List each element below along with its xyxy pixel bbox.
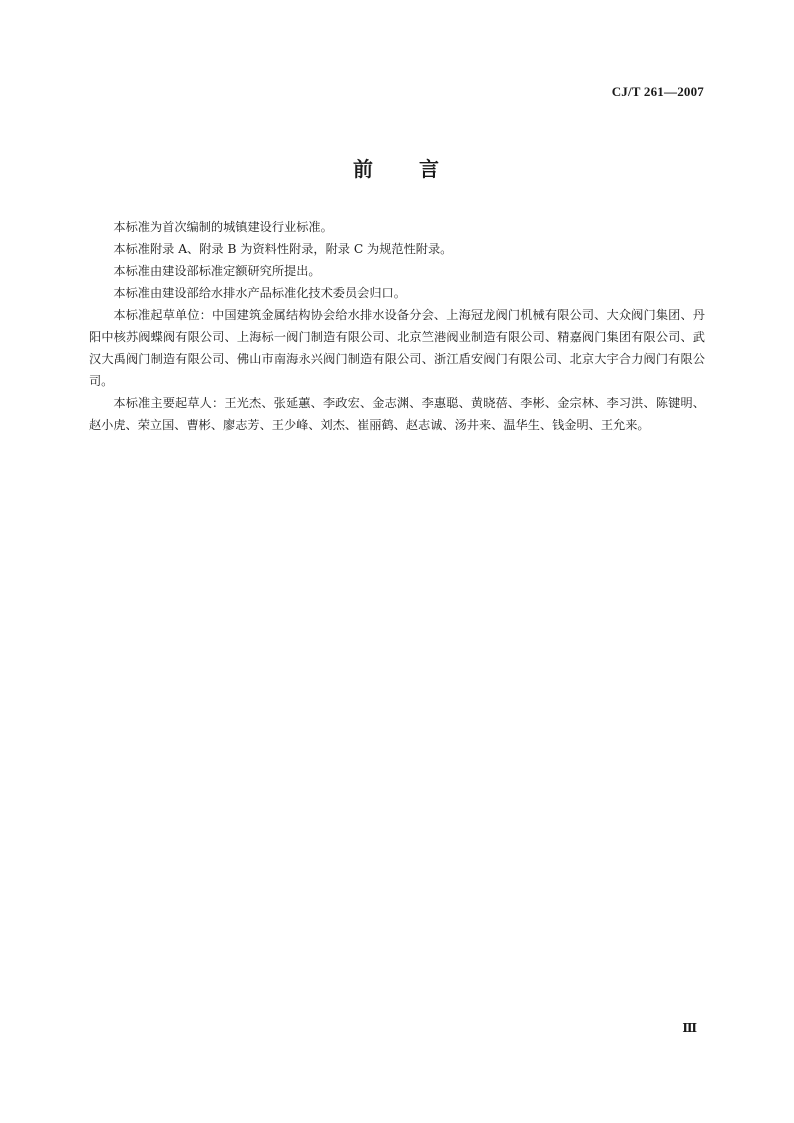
- paragraph-2: 本标准附录 A、附录 B 为资料性附录，附录 C 为规范性附录。: [113, 242, 453, 256]
- page-title: [0, 153, 794, 182]
- document-code: CJ/T 261—2007: [611, 84, 704, 99]
- paragraph-drafters: 本标准主要起草人：王光杰、张延蕙、李政宏、金志渊、李惠聪、黄晓蓓、李彬、金宗林、李习洪、陈键明、赵小虎、荣立国、曹彬、廖志芳、王少峰、刘杰、崔丽鹤、赵志诚、汤井来、温华生、钱金明、王允来。: [89, 396, 705, 432]
- title-char-1: 前: [353, 157, 375, 181]
- paragraph-drafting-units: 本标准起草单位：中国建筑金属结构协会给水排水设备分会、上海冠龙阀门机械有限公司、大众阀门集团、丹阳中核苏阀蝶阀有限公司、上海标一阀门制造有限公司、北京竺港阀业制造有限公司、精嘉阀门集团有限公司、武汉大禹阀门制造有限公司、佛山市南海永兴阀门制造有限公司、浙江盾安阀门有限公司、北京大宇合力阀门有限公司。: [89, 308, 705, 388]
- page-number: Ⅲ: [682, 1021, 697, 1035]
- paragraph-3: 本标准由建设部标准定额研究所提出。: [113, 264, 321, 278]
- title-char-2: 言: [419, 157, 441, 181]
- foreword-body: [89, 216, 705, 436]
- paragraph-1: 本标准为首次编制的城镇建设行业标准。: [113, 220, 333, 234]
- paragraph-4: 本标准由建设部给水排水产品标准化技术委员会归口。: [113, 286, 406, 300]
